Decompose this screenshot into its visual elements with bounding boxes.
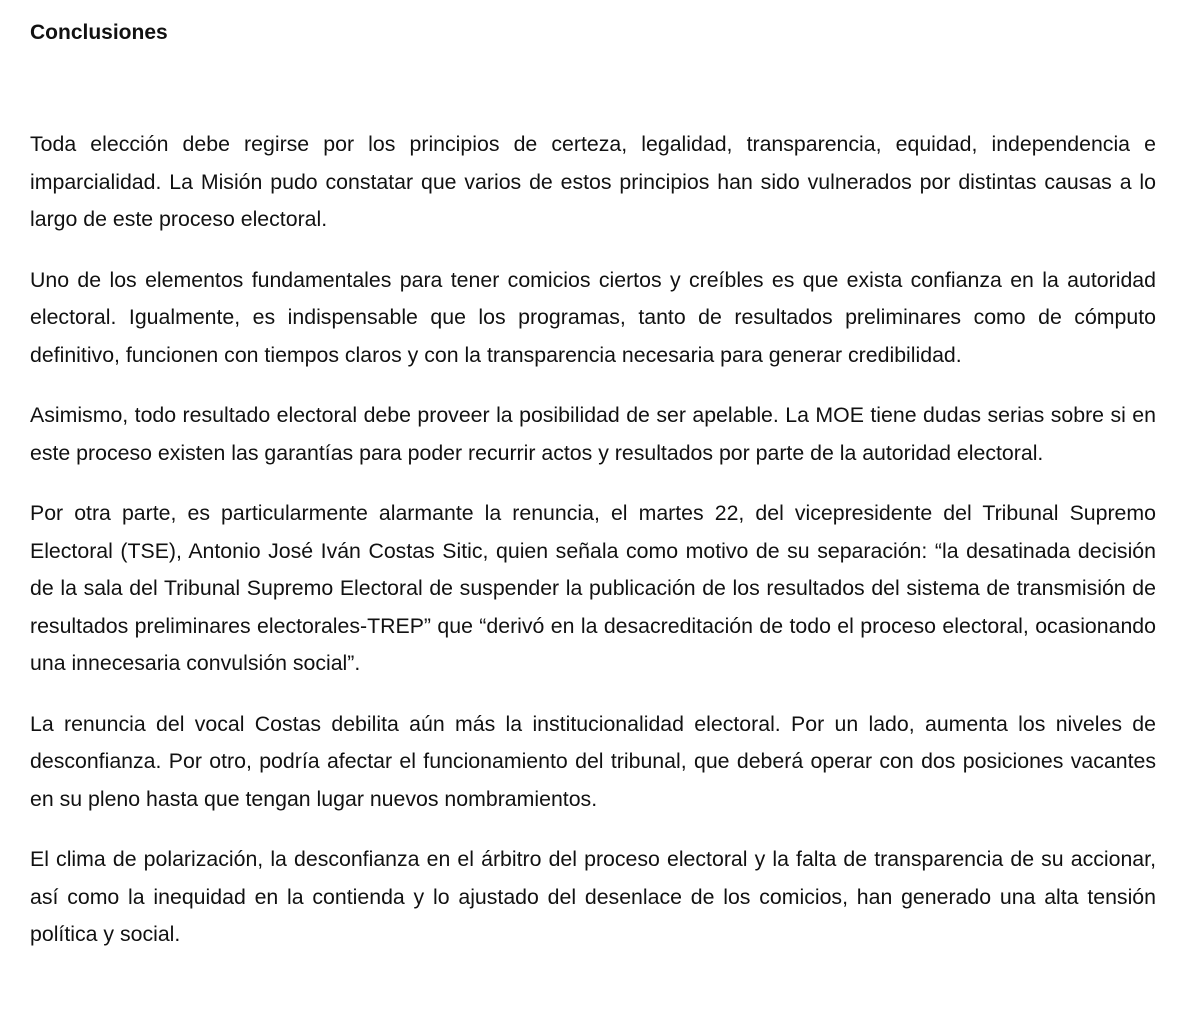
paragraph-6: El clima de polarización, la desconfianza en el árbitro del proceso electoral y la falta de transparencia de su accionar, así como la inequidad en la contienda y lo ajustado del desenlace de los comicios, han generado una alta tensión política y social. — [30, 847, 1156, 946]
paragraph-2: Uno de los elementos fundamentales para tener comicios ciertos y creíbles es que exista confianza en la autoridad electoral. Igualmente, es indispensable que los programas, tanto de resultados preliminares como de cómputo definitivo, funcionen con tiempos claros y con la transparencia necesaria para generar credibilidad. — [30, 267, 1156, 367]
section-heading: Conclusiones — [30, 21, 168, 44]
paragraph-1: Toda elección debe regirse por los principios de certeza, legalidad, transparencia, equidad, independencia e imparcialidad. La Misión pudo constatar que varios de estos principios han sido vulnerados por distintas causas a lo largo de este proceso electoral. — [30, 132, 1156, 231]
document-page — [30, 18, 1156, 977]
paragraph-5: La renuncia del vocal Costas debilita aún más la institucionalidad electoral. Por un lado, aumenta los niveles de desconfianza. Por otro, podría afectar el funcionamiento del tribunal, que deberá operar con dos posiciones vacantes en su pleno hasta que tengan lugar nuevos nombramientos. — [30, 711, 1156, 811]
paragraph-4: Por otra parte, es particularmente alarmante la renuncia, el martes 22, del vicepresidente del Tribunal Supremo Electoral (TSE), Antonio José Iván Costas Sitic, quien señala como motivo de su separación: “la desatinada decisión de la sala del Tribunal Supremo Electoral de suspender la publicación de los resultados del sistema de transmisión de resultados preliminares electorales-TREP” que “derivó en la desacreditación de todo el proceso electoral, ocasionando una innecesaria convulsión social”. — [30, 501, 1156, 675]
paragraph-3: Asimismo, todo resultado electoral debe proveer la posibilidad de ser apelable. La MOE tiene dudas serias sobre si en este proceso existen las garantías para poder recurrir actos y resultados por parte de la autoridad electoral. — [30, 403, 1156, 465]
